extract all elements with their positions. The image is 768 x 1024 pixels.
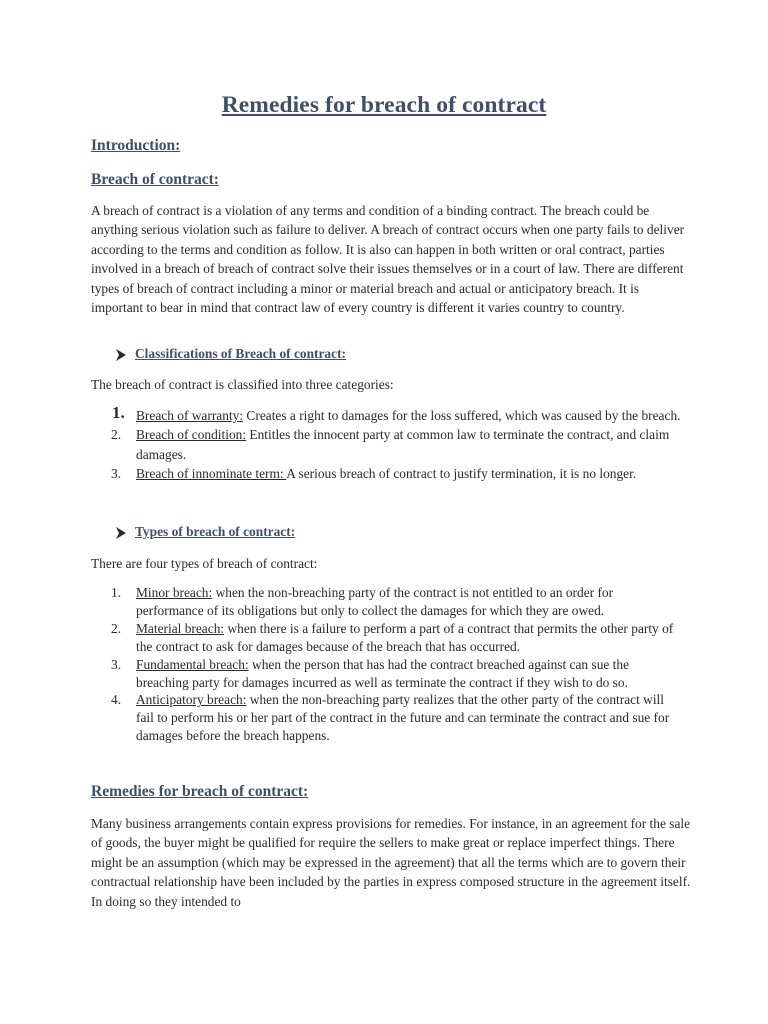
list-number: 3. — [111, 656, 122, 672]
introduction-heading: Introduction: — [91, 137, 181, 154]
list-text: when the person that has had the contract breached against can sue the breaching party for damages incurred as well as terminate the contract if they wish to do so. — [136, 656, 630, 690]
list-term: Breach of warranty: — [136, 408, 244, 423]
list-item — [91, 620, 681, 656]
list-term: Breach of condition: — [136, 427, 247, 443]
list-term: Fundamental breach: — [136, 656, 249, 672]
classifications-heading-label: Classifications of Breach of contract: — [135, 346, 346, 361]
list-number: 3. — [111, 466, 122, 482]
remedies-paragraph: Many business arrangements contain express provisions for remedies. For instance, in an agreement for the sale of goods, the buyer might be qualified for require the sellers to make great or replace imperfect things. There might be an assumption (which may be expressed in the agreement) that all the terms which are to govern their contractual relationship have been included by the parties in express composed structure in the agreement itself. In doing so they intended to — [91, 816, 691, 909]
list-item — [91, 403, 681, 425]
classifications-intro: The breach of contract is classified into three categories: — [91, 377, 394, 392]
classifications-list — [91, 403, 681, 484]
types-heading — [116, 524, 295, 540]
list-number: 1. — [112, 403, 125, 422]
remedies-heading: Remedies for breach of contract: — [91, 783, 309, 800]
list-number: 2. — [111, 427, 122, 443]
list-text: Entitles the innocent party at common law to terminate the contract, and claim damages. — [136, 427, 670, 462]
list-number: 4. — [111, 692, 122, 708]
list-item — [91, 656, 681, 692]
types-intro: There are four types of breach of contract: — [91, 556, 318, 571]
list-term: Minor breach: — [136, 585, 213, 600]
list-text: when the non-breaching party realizes that the other party of the contract will fail to perform his or her part of the contract in the future and can terminate the contract and sue for damages before the breach happens. — [136, 692, 670, 744]
list-text: A serious breach of contract to justify termination, it is no longer. — [286, 466, 637, 482]
list-item — [91, 464, 681, 483]
list-item — [91, 691, 681, 745]
list-term: Anticipatory breach: — [136, 692, 247, 708]
breach-heading: Breach of contract: — [91, 171, 219, 188]
types-heading-label: Types of breach of contract: — [135, 524, 296, 539]
list-number: 2. — [111, 620, 122, 636]
list-term: Breach of innominate term: — [136, 466, 287, 482]
types-list — [91, 584, 681, 745]
list-text: Creates a right to damages for the loss suffered, which was caused by the breach. — [243, 408, 681, 423]
classifications-heading — [116, 346, 346, 362]
list-item — [91, 425, 681, 464]
list-item — [91, 584, 681, 620]
list-number: 1. — [111, 585, 122, 600]
list-text: when the non-breaching party of the contract is not entitled to an order for performance of its obligations but only to collect the damages for which they are owed. — [136, 585, 614, 618]
list-text: when there is a failure to perform a part of a contract that permits the other party of the contract to ask for damages because of the breach that has occurred. — [136, 620, 674, 654]
document-title: Remedies for breach of contract — [221, 92, 547, 118]
breach-paragraph: A breach of contract is a violation of any terms and condition of a binding contract. The breach could be anything serious violation such as failure to deliver. A breach of contract occurs when one party fails to deliver according to the terms and condition as follow. It is also can happen in both written or oral contract, parties involved in a breach of breach of contract solve their issues themselves or in a court of law. There are different types of breach of contract including a minor or material breach and actual or anticipatory breach. It is important to bear in mind that contract law of every country is different it varies country to country. — [91, 203, 685, 316]
list-term: Material breach: — [136, 620, 225, 636]
